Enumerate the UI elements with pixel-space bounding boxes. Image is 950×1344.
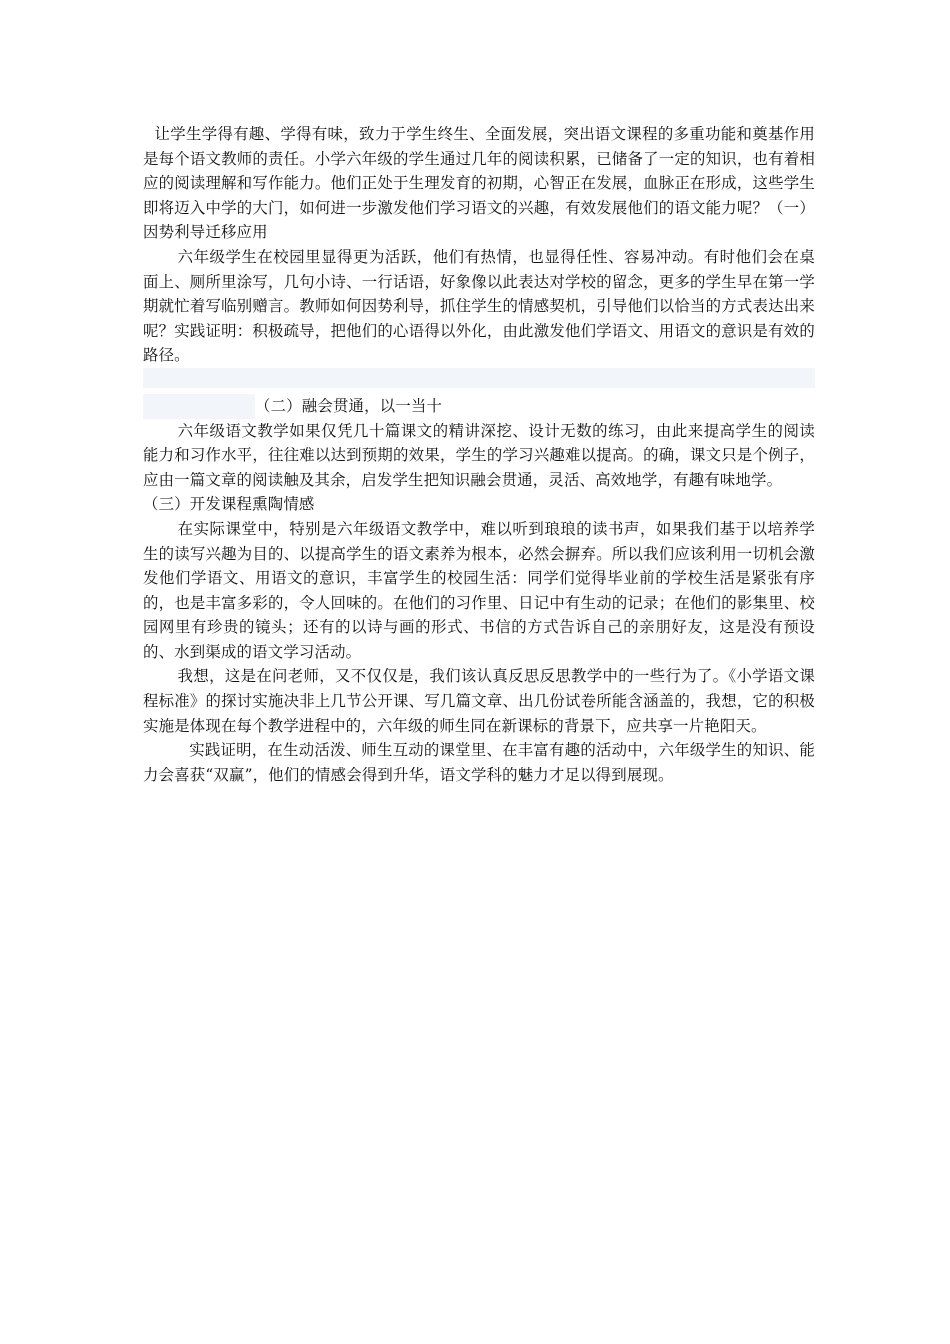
document-body bbox=[143, 122, 815, 787]
paragraph-section2: 六年级语文教学如果仅凭几十篇课文的精讲深挖、设计无数的练习，由此来提高学生的阅读能力和习作水平，往往难以达到预期的效果，学生的学习兴趣难以提高。的确，课文只是个例子，应由一篇文章的阅读触及其余，启发学生把知识融会贯通，灵活、高效地学，有趣有味地学。 bbox=[143, 421, 815, 489]
paragraph-conclusion: 实践证明，在生动活泼、师生互动的课堂里、在丰富有趣的活动中，六年级学生的知识、能力会喜获“双赢”，他们的情感会得到升华，语文学科的魅力才足以得到展现。 bbox=[143, 741, 815, 784]
paragraph-section1: 六年级学生在校园里显得更为活跃，他们有热情，也显得任性、容易冲动。有时他们会在桌面上、厕所里涂写，几句小诗、一行话语，好象像以此表达对学校的留念，更多的学生早在第一学期就忙着写临别赠言。教师如何因势利导，抓住学生的情感契机，引导他们以恰当的方式表达出来呢？实践证明：积极疏导，把他们的心语得以外化，由此激发他们学语文、用语文的意识是有效的路径。 bbox=[143, 247, 815, 365]
paragraph-reflection: 我想，这是在问老师，又不仅仅是，我们该认真反思反思教学中的一些行为了。《小学语文课程标准》的探讨实施决非上几节公开课、写几篇文章、出几份试卷所能含涵盖的，我想，它的积极实施是体现在每个教学进程中的，六年级的师生同在新课标的背景下，应共享一片艳阳天。 bbox=[143, 667, 815, 735]
paragraph-intro: 让学生学得有趣、学得有味，致力于学生终生、全面发展，突出语文课程的多重功能和奠基作用是每个语文教师的责任。小学六年级的学生通过几年的阅读积累，已储备了一定的知识，也有着相应的阅读理解和写作能力。他们正处于生理发育的初期，心智正在发展，血脉正在形成，这些学生即将迈入中学的大门，如何进一步激发他们学习语文的兴趣，有效发展他们的语文能力呢？（一）因势利导迁移应用 bbox=[143, 125, 815, 242]
section-heading-2: （二）融会贯通，以一当十 bbox=[143, 394, 815, 419]
paragraph-section3: 在实际课堂中，特别是六年级语文教学中，难以听到琅琅的读书声，如果我们基于以培养学生的读写兴趣为目的、以提高学生的语文素养为根本，必然会摒弃。所以我们应该利用一切机会激发他们学语文、用语文的意识，丰富学生的校园生活：同学们觉得毕业前的学校生活是紧张有序的，也是丰富多彩的，令人回味的。在他们的习作里、日记中有生动的记录；在他们的影集里、校园网里有珍贵的镜头；还有的以诗与画的形式、书信的方式告诉自己的亲朋好友，这是没有预设的、水到渠成的语文学习活动。 bbox=[143, 519, 815, 661]
highlight-band bbox=[143, 368, 815, 388]
section-heading-3: （三）开发课程熏陶情感 bbox=[143, 495, 315, 514]
